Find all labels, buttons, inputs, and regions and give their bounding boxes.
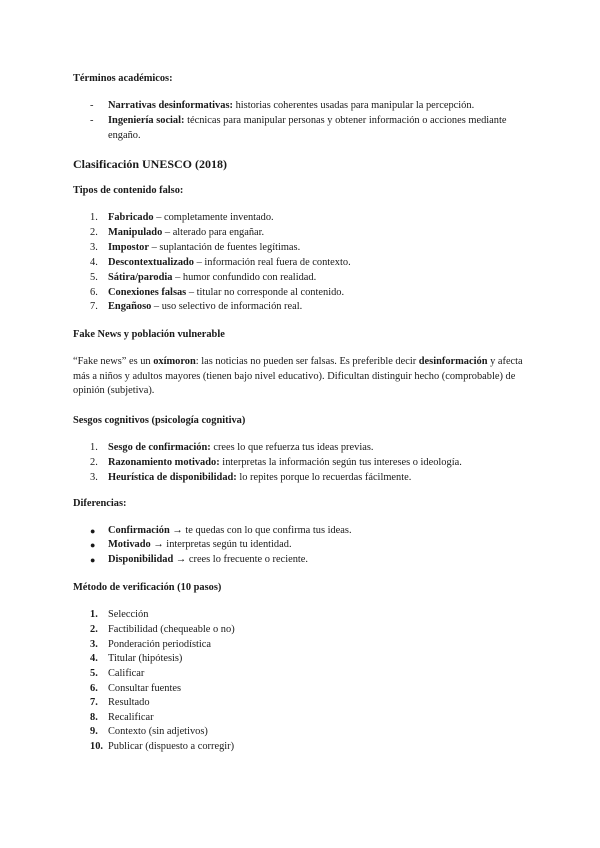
list-text: Narrativas desinformativas: historias coherentes usadas para manipular la percepción. [108, 100, 475, 111]
term: Ingeniería social: [108, 115, 185, 126]
list-marker: - [90, 100, 94, 111]
term: Sátira/parodia [108, 272, 173, 283]
term: Fabricado [108, 212, 154, 223]
bullet-icon: ● [90, 555, 96, 565]
term: Engañoso [108, 301, 152, 312]
method-heading: Método de verificación (10 pasos) [73, 582, 222, 593]
list-text: Ingeniería social: técnicas para manipular personas y obtener información o acciones mediante engaño. [108, 115, 507, 141]
list-marker: - [90, 115, 94, 126]
document-page: Términos académicos: - Narrativas desinformativas: historias coherentes usadas para manipular la percepción. - Ingeniería social: técnicas para manipular personas y obtener información o acciones mediante engaño. Clasificación UNESCO (2018) Tipos de contenido falso: 1. Fabricado – completamente inventado. 2. Manipulado – alterado para engañar. 3. Impostor – suplantación de fuentes legítimas. 4. Descontextualizado – información real fuera de contexto. 5. Sátira/parodia – humor confundido con realidad. 6. Conexiones falsas – titular no corresponde al contenido. 7. Engañoso – uso selectivo de información real. Fake News y población vulnerable “Fake news” es un oxímoron: las noticias no pueden ser falsas. Es preferible decir desinformación y afecta más a niños y adultos mayores (tienen bajo nivel educativo). Dificultan distinguir hecho (comprobable) de opinión (subjetiva). Sesgos cognitivos (psicología cognitiva) 1. Sesgo de confirmación: crees lo que refuerza tus ideas previas. 2. Razonamiento motivado: interpretas la información según tus intereses o ideología. 3. Heurística de disponibilidad: lo repites porque lo recuerdas fácilmente. Diferencias: ● Confirmación → te quedas con lo que confirma tus ideas. ● Motivado → interpretas según tu identidad. ● Disponibilidad → crees lo frecuente o reciente. Método de verificación (10 pasos) 1. Selección 2. Factibilidad (chequeable o no) 3. Ponderación periodística 4. Titular (hipótesis) 5. Calificar 6. Consultar fuentes 7. Resultado 8. Recalificar 9. Contexto (sin adjetivos) 10. Publicar (dispuesto a corregir) [0, 0, 600, 848]
term: Razonamiento motivado: [108, 457, 220, 468]
bullet-icon: ● [90, 540, 96, 550]
term: Heurística de disponibilidad: [108, 472, 237, 483]
term: Manipulado [108, 227, 163, 238]
fake-news-paragraph: “Fake news” es un oxímoron: las noticias no pueden ser falsas. Es preferible decir desinformación y afecta más a niños y adultos mayores (tienen bajo nivel educativo). Dificultan distinguir hecho (comprobable) de opinión (subjetiva). [73, 356, 523, 397]
term: Motivado [108, 539, 151, 550]
bullet-icon: ● [90, 526, 96, 536]
biases-heading: Sesgos cognitivos (psicología cognitiva) [73, 415, 246, 426]
differences-heading: Diferencias: [73, 498, 127, 509]
term: Descontextualizado [108, 257, 195, 268]
term: Sesgo de confirmación: [108, 442, 211, 453]
fake-news-heading: Fake News y población vulnerable [73, 329, 225, 340]
term: Disponibilidad [108, 554, 174, 565]
unesco-subheading: Tipos de contenido falso: [73, 185, 184, 196]
term: Conexiones falsas [108, 287, 187, 298]
unesco-heading: Clasificación UNESCO (2018) [73, 157, 227, 171]
term: Confirmación [108, 525, 170, 536]
academic-terms-heading: Términos académicos: [73, 73, 173, 84]
term: Impostor [108, 242, 149, 253]
term: Narrativas desinformativas: [108, 100, 233, 111]
